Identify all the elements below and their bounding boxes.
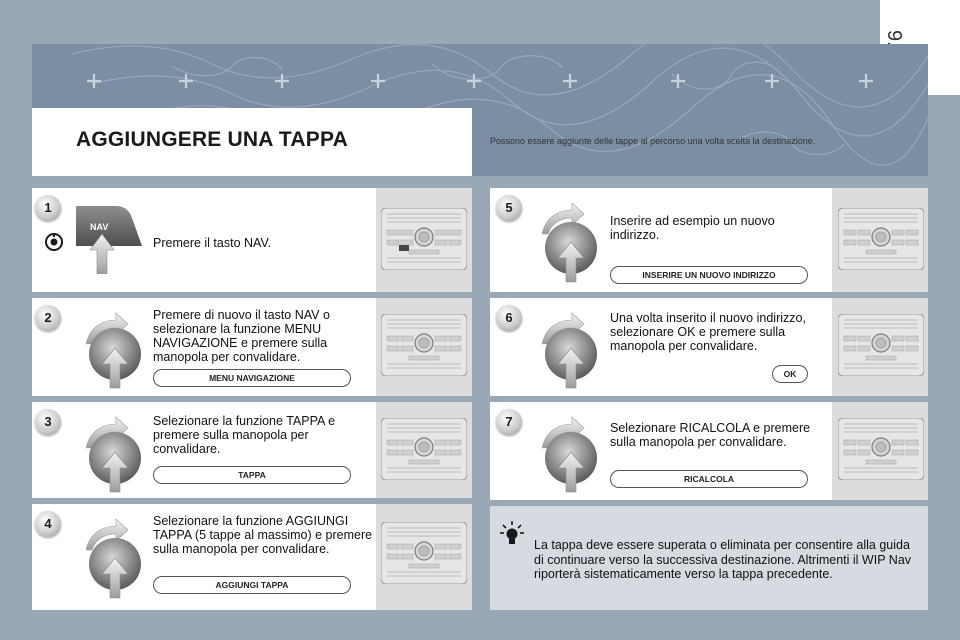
step-text-1: Premere il tasto NAV. <box>153 236 272 250</box>
step-label-3: TAPPA <box>153 466 351 484</box>
step-label-6: OK <box>772 365 808 383</box>
nav-button-text: NAV <box>90 222 109 232</box>
step-label-7: RICALCOLA <box>610 470 808 488</box>
step-number-3: 3 <box>35 409 61 435</box>
step-text-2: Premere di nuovo il tasto NAV o selezionare la funzione MENU NAVIGAZIONE e premere sulla manopola per convalidare. <box>153 308 330 364</box>
radio-panel-icon <box>838 314 924 376</box>
knob-press-icon <box>542 424 600 494</box>
step-text-3: Selezionare la funzione TAPPA e premere sulla manopola per convalidare. <box>153 414 336 456</box>
knob-press-icon <box>86 320 144 390</box>
page-title: AGGIUNGERE UNA TAPPA <box>76 128 348 151</box>
step-text-6: Una volta inserito il nuovo indirizzo, selezionare OK e premere sulla manopola per convalidare. <box>610 311 806 353</box>
step-number-5: 5 <box>496 195 522 221</box>
step-number-2: 2 <box>35 305 61 331</box>
step-text-5: Inserire ad esempio un nuovo indirizzo. <box>610 214 775 242</box>
nav-button-icon <box>76 206 142 274</box>
step-number-7: 7 <box>496 409 522 435</box>
radio-panel-icon <box>381 314 467 376</box>
intro-text: Possono essere aggiunte delle tappe al percorso una volta scelta la destinazione. <box>490 136 816 146</box>
knob-press-icon <box>86 530 144 600</box>
step-number-6: 6 <box>496 305 522 331</box>
step-label-5: INSERIRE UN NUOVO INDIRIZZO <box>610 266 808 284</box>
knob-press-icon <box>542 320 600 390</box>
step-text-7: Selezionare RICALCOLA e premere sulla manopola per convalidare. <box>610 421 811 449</box>
radio-panel-icon <box>381 418 467 480</box>
step-number-4: 4 <box>35 511 61 537</box>
radio-panel-icon <box>381 208 467 270</box>
lightbulb-icon <box>500 520 524 546</box>
step-number-1: 1 <box>35 195 61 221</box>
step-label-2: MENU NAVIGAZIONE <box>153 369 351 387</box>
step-text-4: Selezionare la funzione AGGIUNGI TAPPA (5 tappe al massimo) e premere sulla manopola per convalidare. <box>153 514 373 556</box>
step-label-4: AGGIUNGI TAPPA <box>153 576 351 594</box>
power-icon <box>44 232 64 252</box>
knob-press-icon <box>542 214 600 284</box>
knob-press-icon <box>86 424 144 494</box>
radio-panel-icon <box>381 522 467 584</box>
radio-panel-icon <box>838 208 924 270</box>
radio-panel-icon <box>838 418 924 480</box>
tip-text: La tappa deve essere superata o eliminata per consentire alla guida di continuare verso la successiva destinazione. Altrimenti il WIP Nav riporterà sistematicamente verso la tappa precedente. <box>534 538 912 581</box>
